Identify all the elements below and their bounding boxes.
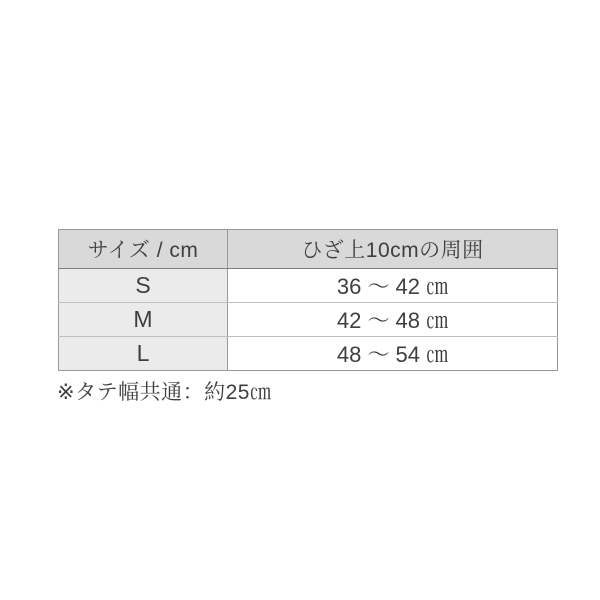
- size-footnote: ※タテ幅共通：約25㎝: [57, 381, 272, 404]
- table-row-l: [59, 337, 558, 371]
- size-range-s: 36 〜 42 ㎝: [228, 269, 558, 303]
- header-cell-circumference: ひざ上10cmの周囲: [228, 230, 558, 269]
- size-label-s: S: [59, 269, 228, 303]
- header-cell-size: サイズ / cm: [59, 230, 228, 269]
- size-label-l: L: [59, 337, 228, 371]
- size-table: [58, 229, 558, 371]
- size-label-m: M: [59, 303, 228, 337]
- table-row-m: [59, 303, 558, 337]
- size-range-l: 48 〜 54 ㎝: [228, 337, 558, 371]
- size-range-m: 42 〜 48 ㎝: [228, 303, 558, 337]
- table-row-s: [59, 269, 558, 303]
- size-table-header-row: [59, 230, 558, 269]
